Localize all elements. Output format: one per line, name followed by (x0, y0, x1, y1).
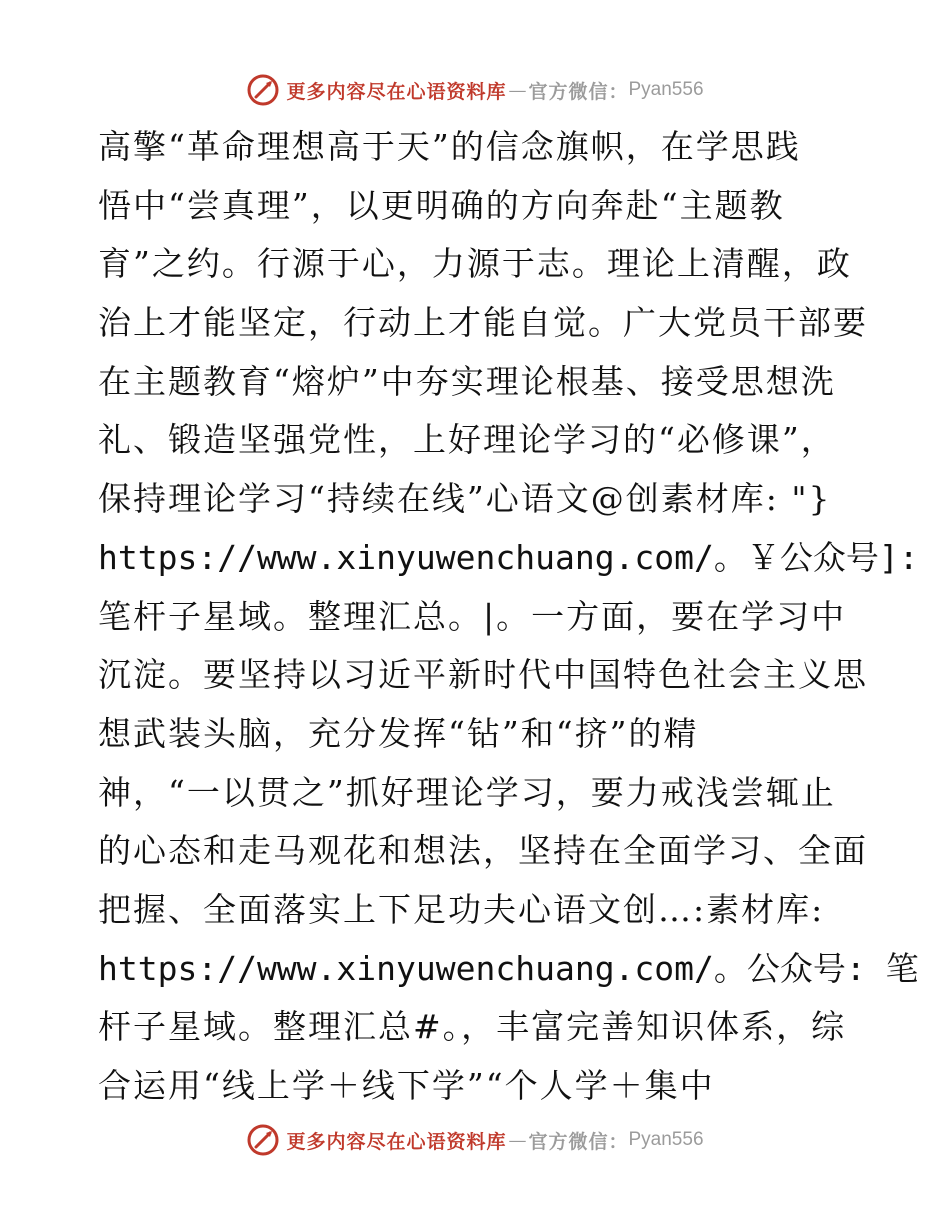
banner-dash: — (508, 79, 527, 101)
body-line: 育”之约。行源于心，力源于志。理论上清醒，政 (98, 244, 852, 284)
body-line: 悟中“尝真理”，以更明确的方向奔赴“主题教 (98, 185, 785, 225)
body-line: 保持理论学习“持续在线”心语文@创素材库: "} (98, 479, 832, 519)
body-line: 高擎“革命理想高于天”的信念旗帜，在学思践 (98, 127, 801, 166)
logo-icon (246, 73, 280, 107)
body-line: 把握、全面落实上下足功夫心语文创…:素材库: (98, 889, 825, 929)
body-line: 想武装头脑，充分发挥“钻”和“挤”的精 (98, 713, 699, 753)
header-banner (0, 70, 950, 110)
banner-wechat-label: 官方微信： (528, 80, 629, 103)
banner-dash: — (508, 1129, 527, 1151)
banner-wechat-id: Pyan556 (628, 79, 704, 100)
banner-title: 更多内容尽在心语资料库 (286, 1130, 507, 1153)
body-line: 合运用“线上学＋线下学”“个人学＋集中 (98, 1066, 715, 1105)
body-line: 笔杆子星域。整理汇总。|。一方面，要在学习中 (98, 596, 847, 636)
body-line: 治上才能坚定，行动上才能自觉。广大党员干部要 (98, 303, 868, 343)
document-body (98, 118, 919, 1116)
body-line: 神，“一以贯之”抓好理论学习，要力戒浅尝辄止 (98, 772, 836, 812)
body-line: 在主题教育“熔炉”中夯实理论根基、接受思想洗 (98, 361, 836, 401)
footer-banner (0, 1120, 950, 1160)
banner-wechat-label: 官方微信： (528, 1130, 629, 1153)
logo-icon (246, 1123, 280, 1157)
body-line: 沉淀。要坚持以习近平新时代中国特色社会主义思 (98, 655, 868, 695)
banner-title: 更多内容尽在心语资料库 (286, 80, 507, 103)
body-line: 杆子星域。整理汇总#。，丰富完善知识体系，综 (98, 1007, 847, 1047)
banner-wechat-id: Pyan556 (628, 1129, 704, 1150)
body-line-url: https://www.xinyuwenchuang.com/。公众号: 笔 (98, 948, 919, 988)
body-line-url: https://www.xinyuwenchuang.com/。￥公众号]: (98, 537, 919, 577)
body-line: 的心态和走马观花和想法，坚持在全面学习、全面 (98, 831, 868, 871)
body-line: 礼、锻造坚强党性，上好理论学习的“必修课”， (98, 420, 836, 460)
